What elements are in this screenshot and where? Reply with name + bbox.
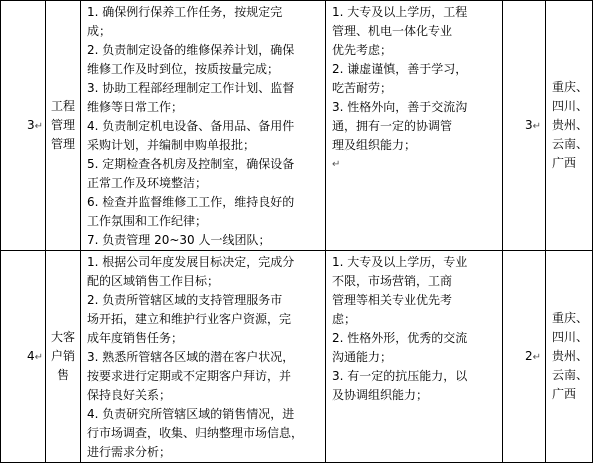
- duty-line: 7. 负责管理 20~30 人一线团队；: [87, 233, 271, 247]
- location-line: 广西: [552, 156, 577, 170]
- location-line: 重庆、: [552, 311, 589, 325]
- duty-line: 进行需求分析；: [87, 445, 172, 459]
- requirement-line: 不限，市场营销，工商: [332, 274, 453, 288]
- requirement-line: 3. 有一定的抗压能力，以: [332, 369, 468, 383]
- duty-line: 成；: [87, 24, 112, 38]
- location-line: 四川、: [552, 99, 589, 113]
- duty-line: 3. 协助工程部经理制定工作计划、监督: [87, 81, 295, 95]
- duty-line: 2. 负责制定设备的维修保养计划，确保: [87, 43, 295, 57]
- duty-line: 成年度销售任务；: [87, 331, 184, 345]
- headcount: [503, 1, 546, 251]
- duty-line: 维修等日常工作；: [87, 100, 184, 114]
- title-line: 工程: [50, 99, 75, 113]
- title-line: 大客: [50, 330, 75, 344]
- requirement-line: 沟通能力；: [332, 350, 393, 364]
- requirement-line: 理及组织能力；: [332, 138, 417, 152]
- location-line: 贵州、: [552, 118, 589, 132]
- work-location: [546, 251, 593, 463]
- duty-description: [81, 251, 326, 463]
- duty-line: 采购计划，并编制申购单报批；: [87, 138, 256, 152]
- table-row: [1, 1, 593, 251]
- duty-line: 2. 负责所管辖区域的支持管理服务市: [87, 293, 283, 307]
- row-index: [1, 1, 46, 251]
- requirement-line: 吃苦耐劳；: [332, 81, 393, 95]
- title-line: 售: [56, 368, 69, 382]
- requirement-line: 管理、机电一体化专业: [332, 24, 453, 38]
- duty-line: 行市场调查，收集、归纳整理市场信息，: [87, 426, 304, 440]
- location-line: 重庆、: [552, 80, 589, 94]
- duty-line: 4. 负责制定机电设备、备用品、备用件: [87, 119, 295, 133]
- requirements: [326, 1, 503, 251]
- duty-line: 1. 确保例行保养工作任务，按规定完: [87, 5, 283, 19]
- row-index: [1, 251, 46, 463]
- location-line: 云南、: [552, 137, 589, 151]
- requirements: [326, 251, 503, 463]
- duty-line: 保持良好关系；: [87, 388, 172, 402]
- requirement-line: 1. 大专及以上学历，专业: [332, 255, 468, 269]
- requirement-line: 2. 谦虚谨慎，善于学习，: [332, 62, 468, 76]
- table-row: [1, 251, 593, 463]
- headcount-value: 2: [524, 348, 533, 363]
- duty-description: [81, 1, 326, 251]
- row-index-value: 3: [26, 117, 35, 132]
- location-line: 贵州、: [552, 349, 589, 363]
- requirement-line: 3. 性格外向，善于交流沟: [332, 100, 468, 114]
- title-line: 管理: [50, 137, 75, 151]
- paragraph-mark-icon: ↵: [532, 351, 541, 363]
- headcount: [503, 251, 546, 463]
- duty-line: 配的区域销售工作目标；: [87, 274, 220, 288]
- title-line: 管理: [50, 118, 75, 132]
- location-line: 云南、: [552, 368, 589, 382]
- title-line: 户销: [50, 349, 75, 363]
- duty-line: 3. 熟悉所管辖各区域的潜在客户状况，: [87, 350, 295, 364]
- requirement-line: 通，拥有一定的协调管: [332, 119, 453, 133]
- paragraph-mark-icon: ↵: [34, 120, 43, 132]
- duty-line: 5. 定期检查各机房及控制室，确保设备: [87, 157, 295, 171]
- duty-line: 按要求进行定期或不定期客户拜访，并: [87, 369, 292, 383]
- duty-line: 4. 负责研究所管辖区域的销售情况，进: [87, 407, 295, 421]
- requirement-line: 优先考虑；: [332, 43, 393, 57]
- requirement-line: 管理等相关专业优先考: [332, 293, 453, 307]
- row-index-value: 4: [26, 348, 35, 363]
- duty-line: 6. 检查并监督维修工工作，维持良好的: [87, 195, 295, 209]
- position-title: [46, 251, 81, 463]
- duty-line: 1. 根据公司年度发展目标决定，完成分: [87, 255, 295, 269]
- paragraph-mark-icon: ↵: [532, 120, 541, 132]
- paragraph-mark-icon: ↵: [34, 351, 43, 363]
- work-location: [546, 1, 593, 251]
- requirement-line: 1. 大专及以上学历，工程: [332, 5, 468, 19]
- duty-line: 维修工作及时到位，按质按量完成；: [87, 62, 280, 76]
- paragraph-mark-icon: ↵: [332, 159, 341, 170]
- requirement-line: 2. 性格外形，优秀的交流: [332, 331, 468, 345]
- headcount-value: 3: [524, 117, 533, 132]
- duty-line: 正常工作及环境整洁；: [87, 176, 208, 190]
- location-line: 四川、: [552, 330, 589, 344]
- requirement-line: 及协调组织能力；: [332, 388, 429, 402]
- position-title: [46, 1, 81, 251]
- location-line: 广西: [552, 387, 577, 401]
- duty-line: 场开拓，建立和维护行业客户资源，完: [87, 312, 292, 326]
- requirement-line: 虑；: [332, 312, 357, 326]
- duty-line: 工作氛围和工作纪律；: [87, 214, 208, 228]
